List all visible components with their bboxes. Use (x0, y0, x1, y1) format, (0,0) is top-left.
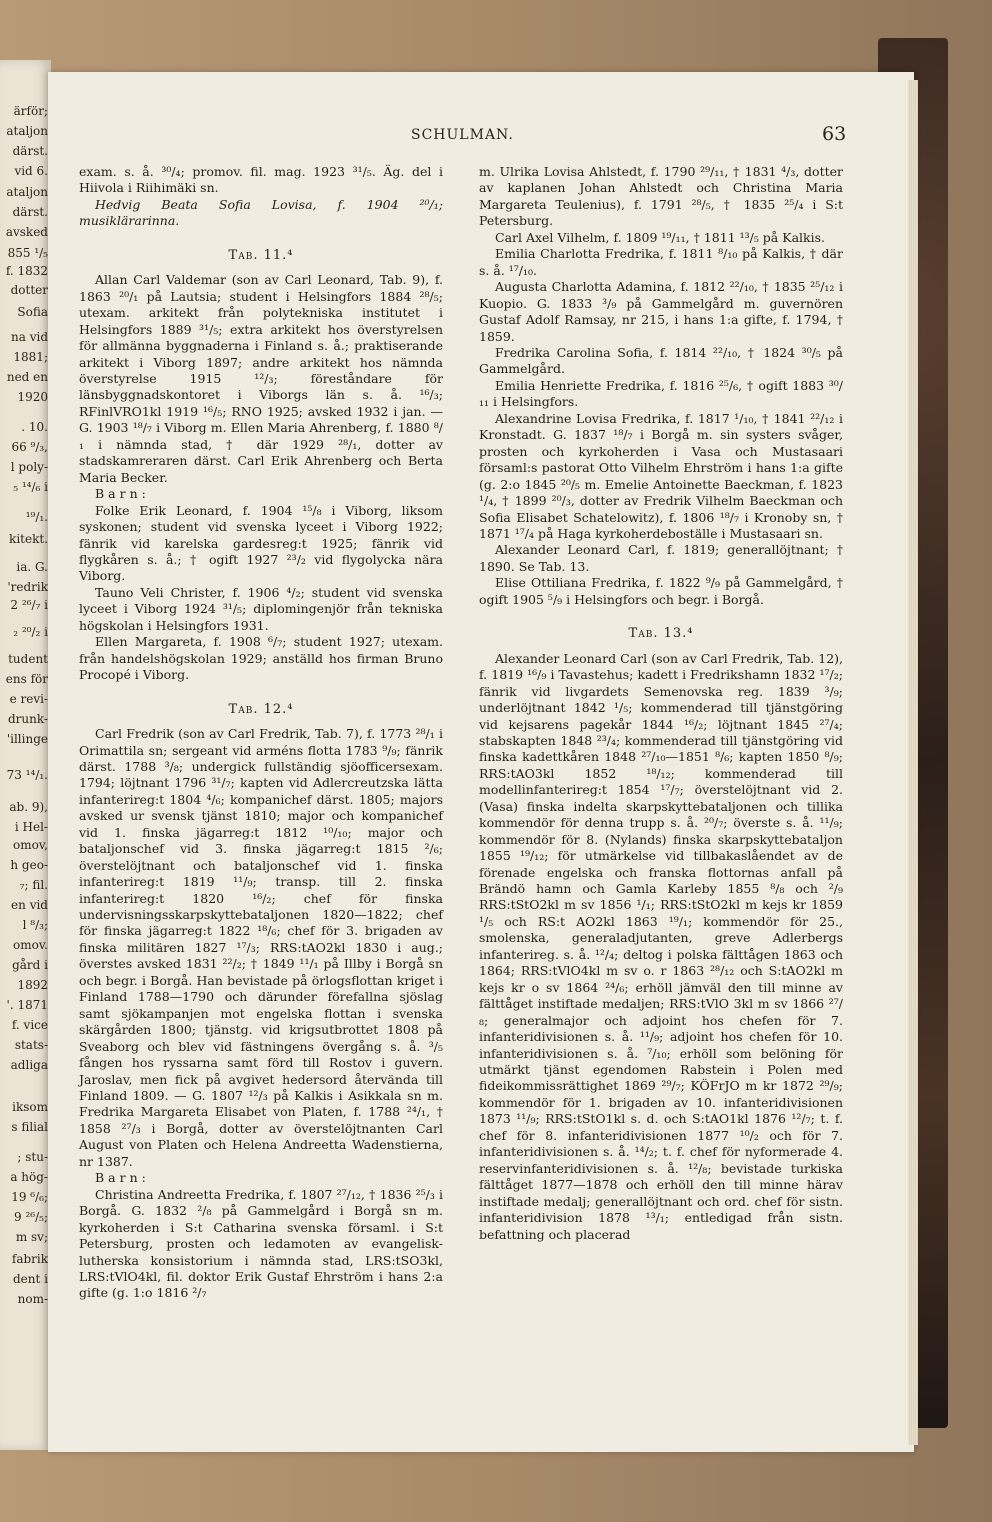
margin-fragment: en vid (11, 898, 48, 912)
margin-fragment: 9 ²⁶/₅; (14, 1210, 48, 1224)
paragraph: Alexander Leonard Carl, f. 1819; generallöjtnant; † 1890. Se Tab. 13. (479, 542, 843, 574)
margin-fragment: ab. 9), (9, 800, 48, 814)
margin-fragment: 1892 (17, 978, 48, 992)
margin-fragment: 855 ¹/₅ (7, 246, 48, 260)
children-heading: Barn: (95, 1170, 150, 1186)
margin-fragment: l ⁸/₃; (22, 918, 48, 932)
margin-fragment: ¹⁹/₁. (25, 510, 48, 524)
margin-fragment: e revi- (9, 692, 48, 706)
margin-fragment: '. 1871 (6, 998, 48, 1012)
margin-fragment: 1881; (13, 350, 48, 364)
children-heading: Barn: (95, 486, 150, 502)
margin-fragment: avsked (5, 225, 48, 239)
margin-fragment: ; stu- (17, 1150, 48, 1164)
facing-page (0, 60, 51, 1450)
paragraph: Emilia Henriette Fredrika, f. 1816 ²⁵/₆, † ogift 1883 ³⁰/₁₁ i Helsingfors. (479, 377, 843, 410)
margin-fragment: därst. (12, 144, 48, 158)
paragraph: Alexander Leonard Carl (son av Carl Fredrik, Tab. 12), f. 1819 ¹⁶/₉ i Tavastehus; kadett i Fredrikshamn 1832 ¹⁷/₂; fänrik vid livgardets Semenovska reg. 1839 ³/₉; underlöjtnant 1842 ¹/₅; kommenderad till tjänstgöring vid kejsarens pagekår 1844 ¹⁶/₂; löjtnant 1845 ²⁷/₄; stabskapten 1848 ²³/₄; kommenderad till tjänstgöring vid finska kadettkåren 1848 ²⁷/₁₀—1851 ⁸/₆; kapten 1850 ⁸/₉; RRS:tAO3kl 1852 ¹⁸/₁₂; kommenderad till modellinfanterireg:t 1854 ¹⁷/₇; överstelöjtnant vid 2. (Vasa) finska indelta skarpskyttebataljonen och tillika kommendör för denna trupp s. å. ²⁰/₇; överste s. å. ¹¹/₉; kommendör för 8. (Nylands) finska skarpskyttebataljon 1855 ¹⁹/₁₂; för utmärkelse vid tillbakaslåendet av de förenade engelska och franska flottornas anfall på Brändö hamn och Gamla Karleby 1855 ⁸/₈ och ²/₉ RRS:tStO2kl m sv 1856 ¹/₁; RRS:tStO2kl m kejs kr 1859 ¹/₅ och RS:t AO2kl 1863 ¹⁹/₁; kommendör för 25., smolenska, generaladjutanten, greve Adlerbergs infanterireg. s. å. ¹²/₄; deltog i polska fälttågen 1863 och 1864; RRS:tVlO4kl m sv o. r 1863 ²⁸/₁₂ och S:tAO2kl m kejs kr o sv 1864 ²⁴/₆; erhöll jämväl den till minne av fälttåget instiftade medaljen; RRS:tVlO 3kl m sv 1866 ²⁷/₈; generalmajor och adjoint hos chefen för 7. infanteridivisionen s. å. ¹¹/₉; adjoint hos chefen för 10. infanteridivisionen s. å. ⁷/₁₀; erhöll som belöning för utmärkt tjänst egendomen Rabstein i Polen med fideikommissrättighet 1869 ²⁹/₇; KÖFrJO m kr 1872 ²⁹/₉; kommendör för 1. brigaden av 10. infanteridivisionen 1873 ¹¹/₉; RRS:tStO1kl s. d. och S:tAO1kl 1876 ¹²/₇; t. f. chef för 8. infanteridivisionen 1877 ¹⁰/₂ och för 7. infanteridivisionen s. å. ¹⁴/₂; t. f. chef för nyformerade 4. reservinfanteridivisionen s. å. ¹²/₈; bevistade turkiska fälttåget 1877—1878 och erhöll den till minne härav instiftade medalj; generallöjtnant och ord. chef för sistn. infanteridivision 1878 ¹³/₁; entledigad från sistn. befattning och placerad (479, 650, 843, 1242)
section-heading: Tab. 11.⁴ (228, 247, 294, 263)
section-heading: Tab. 13.⁴ (628, 626, 694, 642)
section-heading: Tab. 12.⁴ (228, 701, 294, 717)
margin-fragment: ₇; fil. (19, 878, 48, 892)
page-edges (908, 80, 918, 1445)
margin-fragment: 66 ⁹/₃, (11, 440, 48, 454)
margin-fragment: nom- (17, 1292, 48, 1306)
margin-fragment: gård i (12, 958, 48, 972)
margin-fragment: 'redrik (7, 580, 48, 594)
margin-fragment: 2 ²⁶/₇ i (10, 598, 48, 612)
margin-fragment: a hög- (10, 1170, 48, 1184)
paragraph: Fredrika Carolina Sofia, f. 1814 ²²/₁₀, † 1824 ³⁰/₅ på Gammelgård. (479, 344, 843, 377)
running-header: SCHULMAN. (411, 127, 514, 143)
margin-fragment: f. 1832 (5, 264, 48, 278)
paragraph: Carl Axel Vilhelm, f. 1809 ¹⁹/₁₁, † 1811 ¹³/₅ på Kalkis. (495, 229, 825, 245)
margin-fragment: ens för (5, 672, 48, 686)
paragraph: Folke Erik Leonard, f. 1904 ¹⁵/₈ i Viborg, liksom syskonen; student vid svenska lyceet i Viborg 1922; fänrik vid karelska gardesreg:t 1925; fänrik vid flygkåren s. å.; † ogift 1927 ²³/₂ vid flygolycka nära Viborg. (79, 502, 443, 584)
margin-fragment: adliga (10, 1058, 48, 1072)
margin-fragment: 19 ⁶/₆; (11, 1190, 48, 1204)
paragraph: Carl Fredrik (son av Carl Fredrik, Tab. 7), f. 1773 ²⁸/₁ i Orimattila sn; sergeant vid arméns flotta 1783 ⁹/₉; fänrik därst. 1788 ³/₈; undergick fullständig sjöofficersexam. 1794; löjtnant 1796 ³¹/₇; kapten vid Adlercreutzska lätta infanterireg:t 1804 ⁴/₆; kompanichef därst. 1805; majors avsked ur svensk tjänst 1810; major och kompanichef vid 1. finska jägarreg:t 1812 ¹⁰/₁₀; major och bataljonschef vid 3. finska jägarreg:t 1815 ²/₆; överstelöjtnant och bataljonschef vid 1. finska infanterireg:t 1819 ¹¹/₉; transp. till 2. finska infanterireg:t 1820 ¹⁶/₂; chef för finska undervisningsskarpskyttebataljonen 1820—1822; chef för finska jägarreg:t 1822 ¹⁸/₆; chef för 3. brigaden av finska militären 1827 ¹⁷/₃; RRS:tAO2kl 1830 i aug.; överstes avsked 1831 ²²/₂; † 1849 ¹¹/₁ på Illby i Borgå sn och begr. i Borgå. Han bevistade på örlogsflottan kriget i Finland 1788—1790 och därunder förefallna sjöslag samt sjökampanjen mot engelska flottan i svenska skärgården 1800; tjänstg. vid krigsutbrottet 1808 på Sveaborg och blev vid fästningens övergång s. å. ³/₅ fången hos ryssarna samt förd till Rostov i guvern. Jaroslav, men fick på avgivet hedersord återvända till Finland 1809. — G. 1807 ¹²/₃ på Kalkis i Asikkala sn m. Fredrika Margareta Elisabet von Platen, f. 1788 ²⁴/₁, † 1858 ²⁷/₃ i Borgå, dotter av överstelöjtnanten Carl August von Platen och Helena Andreetta Wadenstierna, nr 1387. (79, 726, 443, 1169)
paragraph: Emilia Charlotta Fredrika, f. 1811 ⁸/₁₀ på Kalkis, † där s. å. ¹⁷/₁₀. (479, 246, 843, 278)
paragraph: Allan Carl Valdemar (son av Carl Leonard, Tab. 9), f. 1863 ²⁰/₁ på Lautsia; student i Helsingfors 1884 ²⁸/₅; utexam. arkitekt från polytekniska institutet i Helsingfors 1889 ³¹/₅; extra arkitekt hos överstyrelsen för allmänna byggnaderna i Finland s. å.; praktiserande arkitekt i Viborg 1897; andre arkitekt hos nämnda överstyrelse 1915 ¹²/₃; föreståndare för länsbyggnadskontoret i Viborgs län s. å. ¹⁶/₃; RFinlVRO1kl 1919 ¹⁶/₅; RNO 1925; avsked 1932 i jan. — G. 1903 ¹⁸/₇ i Viborg m. Ellen Maria Ahrenberg, f. 1880 ⁸/₁ i nämnda stad, † där 1929 ²⁸/₁, dotter av stadskamreraren därst. Carl Erik Ahrenberg och Berta Maria Becker. (79, 272, 443, 485)
margin-fragment: kitekt. (9, 532, 48, 546)
margin-fragment: iksom (12, 1100, 48, 1114)
margin-fragment: ia. G. (16, 560, 48, 574)
margin-fragment: ataljon (6, 185, 48, 199)
page-number: 63 (822, 123, 847, 145)
margin-fragment: Sofia (17, 305, 48, 319)
margin-fragment: l poly- (10, 460, 48, 474)
margin-fragment: omov, (13, 838, 48, 852)
paragraph: Christina Andreetta Fredrika, f. 1807 ²⁷/₁₂, † 1836 ²⁵/₃ i Borgå. G. 1832 ²/₈ på Gammelgård i Borgå sn m. kyrkoherden i S:t Catharina svenska församl. i S:t Petersburg, prosten och ledamoten av evangelisk-lutherska konsistorium i nämnda stad, LRS:tSO3kl, LRS:tVlO4kl, fil. doktor Erik Gustaf Ehrström i hans 2:a gifte (g. 1:o 1816 ²/₇ (79, 1186, 443, 1301)
margin-fragment: ₅ ¹⁴/₆ i (13, 480, 48, 494)
paragraph: m. Ulrika Lovisa Ahlstedt, f. 1790 ²⁹/₁₁, † 1831 ⁴/₃, dotter av kaplanen Johan Ahlstedt och Christina Maria Margareta Teulenius), f. 1791 ²⁸/₅, † 1835 ²⁵/₄ i S:t Petersburg. (479, 164, 843, 229)
left-column (79, 164, 443, 1302)
margin-fragment: omov. (13, 938, 48, 952)
margin-fragment: 'illinge (6, 732, 48, 746)
margin-fragment: tudent (8, 652, 48, 666)
paragraph: Alexandrine Lovisa Fredrika, f. 1817 ¹/₁₀, † 1841 ²²/₁₂ i Kronstadt. G. 1837 ¹⁸/₇ i Borgå m. sin systers svåger, prosten och kyrkoherden i Vasa och Mustasaari församl:s pastorat Otto Vilhelm Ehrström i hans 1:a gifte (g. 2:o 1845 ²⁰/₅ m. Emelie Antoinette Baeckman, f. 1823 ¹/₄, † 1899 ²⁰/₃, dotter av Fredrik Vilhelm Baeckman och Sofia Elisabet Schatelowitz), f. 1806 ¹⁸/₇ i Kronoby sn, † 1871 ¹⁷/₄ på Haga kyrkoherdeboställe i Mustasaari sn. (479, 410, 843, 541)
paragraph: Hedvig Beata Sofia Lovisa, f. 1904 ²⁰/₁; musiklärarinna. (79, 196, 443, 229)
paragraph: Augusta Charlotta Adamina, f. 1812 ²²/₁₀, † 1835 ²⁵/₁₂ i Kuopio. G. 1833 ³/₉ på Gammelgård m. guvernören Gustaf Adolf Ramsay, nr 215, i hans 1:a gifte, f. 1794, † 1859. (479, 279, 843, 344)
margin-fragment: ataljon (6, 124, 48, 138)
margin-fragment: h geo- (10, 858, 48, 872)
margin-fragment: f. vice (11, 1018, 48, 1032)
margin-fragment: dotter (10, 283, 48, 297)
margin-fragment: stats- (14, 1038, 48, 1052)
margin-fragment: 1920 (17, 390, 48, 404)
paragraph: Ellen Margareta, f. 1908 ⁶/₇; student 1927; utexam. från handelshögskolan 1929; anställd hos firman Bruno Procopé i Viborg. (79, 634, 443, 683)
margin-fragment: fabrik (11, 1252, 48, 1266)
right-column (479, 164, 843, 1243)
margin-fragment: s filial (11, 1120, 48, 1134)
margin-fragment: ärför; (13, 104, 48, 118)
paragraph: Tauno Veli Christer, f. 1906 ⁴/₂; student vid svenska lyceet i Viborg 1924 ³¹/₅; diplomingenjör från tekniska högskolan i Helsingfors 1931. (79, 584, 443, 633)
margin-fragment: ned en (6, 370, 48, 384)
margin-fragment: 73 ¹⁴/₁. (6, 768, 48, 782)
margin-fragment: ₂ ²⁰/₂ i (13, 625, 48, 639)
margin-fragment: drunk- (8, 712, 48, 726)
margin-fragment: m sv; (15, 1230, 48, 1244)
margin-fragment: i Hel- (14, 820, 48, 834)
paragraph: Elise Ottiliana Fredrika, f. 1822 ⁹/₉ på Gammelgård, † ogift 1905 ⁵/₉ i Helsingfors och begr. i Borgå. (479, 575, 843, 607)
margin-fragment: därst. (12, 205, 48, 219)
margin-fragment: na vid (11, 330, 48, 344)
margin-fragment: . 10. (21, 420, 48, 434)
margin-fragment: vid 6. (14, 164, 48, 178)
paragraph: exam. s. å. ³⁰/₄; promov. fil. mag. 1923 ³¹/₅. Äg. del i Hiivola i Riihimäki sn. (79, 164, 443, 196)
margin-fragment: dent i (13, 1272, 48, 1286)
